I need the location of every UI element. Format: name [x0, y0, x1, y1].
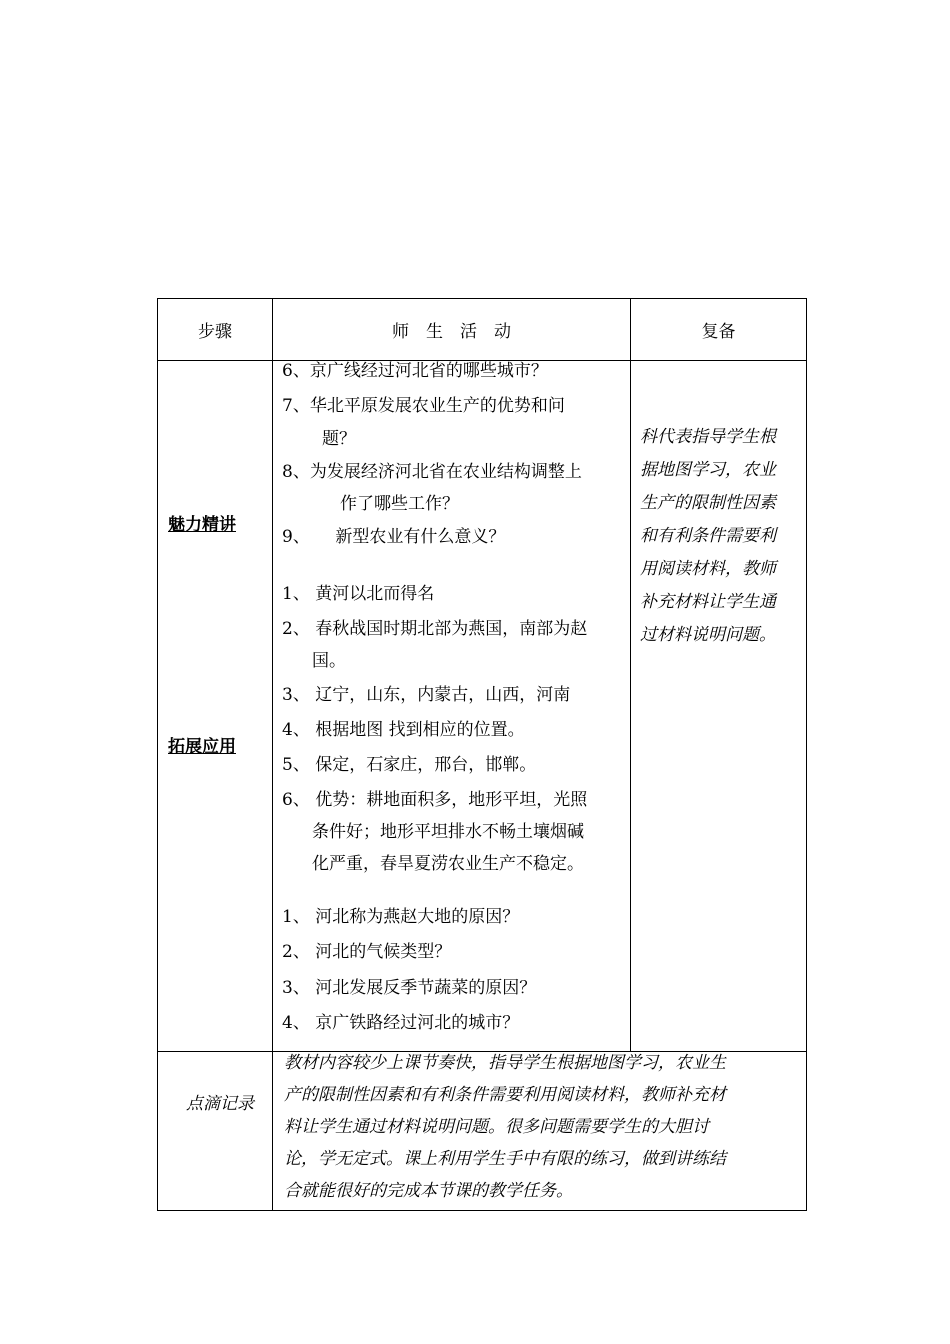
review-note-line: 据地图学习，农业	[640, 460, 776, 480]
remark-line: 料让学生通过材料说明问题。很多问题需要学生的大胆讨	[284, 1117, 709, 1137]
activity-line: 化严重，春旱夏涝农业生产不稳定。	[312, 854, 584, 874]
review-note-line: 科代表指导学生根	[640, 427, 776, 447]
activity-line: 6、京广线经过河北省的哪些城市？	[282, 361, 548, 381]
review-note	[640, 421, 802, 652]
activity-line: 题？	[322, 429, 356, 449]
review-note-line: 和有利条件需要利	[640, 526, 776, 546]
activity-line: 5、 保定，石家庄，邢台，邯郸。	[282, 755, 537, 775]
review-note-line: 生产的限制性因素	[640, 493, 776, 513]
activity-line: 2、 春秋战国时期北部为燕国，南部为赵	[282, 619, 588, 639]
activity-line: 3、 辽宁，山东，内蒙古，山西，河南	[282, 685, 571, 705]
lesson-plan-table	[157, 298, 807, 1211]
column-divider-step	[272, 299, 273, 1051]
remark-text	[284, 1047, 726, 1207]
activity-line: 1、 黄河以北而得名	[282, 584, 435, 604]
activity-line: 2、 河北的气候类型？	[282, 942, 452, 962]
activity-line: 作了哪些工作？	[340, 494, 459, 514]
remark-label: 点滴记录	[186, 1094, 254, 1114]
review-note-line: 补充材料让学生通	[640, 592, 776, 612]
header-review: 复备	[701, 322, 736, 342]
activity-line: 条件好；地形平坦排水不畅土壤烟碱	[312, 822, 584, 842]
column-divider-review	[630, 299, 631, 1051]
step-label-extension: 拓展应用	[168, 737, 236, 757]
review-note-line: 过材料说明问题。	[640, 625, 776, 645]
column-divider-remark	[272, 1051, 273, 1211]
remark-line: 合就能很好的完成本节课的教学任务。	[284, 1181, 573, 1201]
activity-line: 4、 京广铁路经过河北的城市？	[282, 1013, 520, 1033]
header-activity: 师 生 活 动	[392, 322, 511, 342]
remark-line: 教材内容较少上课节奏快，指导学生根据地图学习，农业生	[284, 1053, 726, 1073]
activity-line: 1、 河北称为燕赵大地的原因？	[282, 907, 520, 927]
activity-line: 国。	[312, 651, 346, 671]
header-step: 步骤	[198, 322, 232, 342]
activity-line: 7、华北平原发展农业生产的优势和问	[282, 396, 565, 416]
activity-line: 3、 河北发展反季节蔬菜的原因？	[282, 978, 537, 998]
remark-line: 产的限制性因素和有利条件需要利用阅读材料，教师补充材	[284, 1085, 726, 1105]
step-label-lecture: 魅力精讲	[168, 515, 236, 535]
review-note-line: 用阅读材料，教师	[640, 559, 776, 579]
activity-line: 4、 根据地图 找到相应的位置。	[282, 720, 525, 740]
remark-line: 论，学无定式。课上利用学生手中有限的练习，做到讲练结	[284, 1149, 726, 1169]
activity-line: 9、 新型农业有什么意义？	[282, 527, 506, 547]
activity-line: 8、为发展经济河北省在农业结构调整上	[282, 462, 582, 482]
activity-line: 6、 优势：耕地面积多，地形平坦，光照	[282, 790, 588, 810]
